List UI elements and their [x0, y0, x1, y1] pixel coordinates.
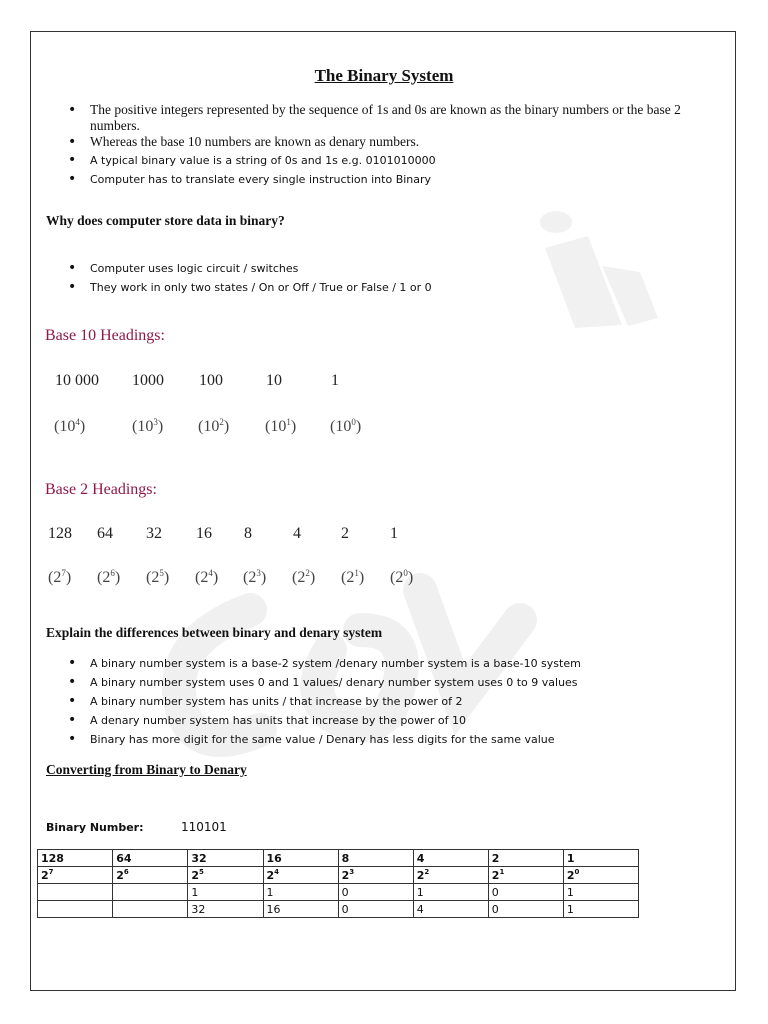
base2-power: $(2^6)$ — [97, 568, 121, 586]
list-item: • A binary number system has units / that increase by the power of 2 — [62, 692, 722, 711]
base2-power: $(2^2)$ — [292, 568, 316, 586]
table-row — [38, 850, 639, 867]
why-bullet-list — [62, 259, 722, 297]
binary-number-label: Binary Number: — [46, 821, 144, 834]
base2-value: 32 — [146, 525, 162, 542]
table-cell: 0 — [488, 901, 563, 918]
table-cell: 0 — [338, 901, 413, 918]
table-cell: $2^6$ — [113, 867, 188, 884]
differences-bullet-list — [62, 654, 722, 749]
base2-power: $(2^0)$ — [390, 568, 414, 586]
table-cell: 32 — [188, 901, 263, 918]
table-cell: 16 — [263, 850, 338, 867]
table-row — [38, 901, 639, 918]
base10-power: $(10^4)$ — [54, 417, 86, 435]
table-cell: 64 — [113, 850, 188, 867]
base10-power: $(10^2)$ — [198, 417, 230, 435]
base10-value: 1 — [331, 372, 339, 389]
table-cell: 16 — [263, 901, 338, 918]
base2-power: $(2^3)$ — [243, 568, 267, 586]
base10-power: $(10^3)$ — [132, 417, 164, 435]
table-cell: 1 — [413, 884, 488, 901]
table-row — [38, 867, 639, 884]
differences-heading: Explain the differences between binary and denary system — [46, 625, 383, 640]
converting-heading: Converting from Binary to Denary — [46, 762, 247, 777]
list-item: • Computer has to translate every single instruction into Binary — [62, 170, 722, 189]
binary-number-value: 110101 — [181, 820, 227, 834]
table-cell: 1 — [563, 901, 638, 918]
table-cell: 1 — [563, 850, 638, 867]
base2-power: $(2^5)$ — [146, 568, 170, 586]
base10-heading: Base 10 Headings: — [45, 327, 165, 344]
table-cell — [38, 884, 113, 901]
intro-bullet-list — [62, 102, 722, 189]
table-cell: 4 — [413, 850, 488, 867]
table-cell: 1 — [263, 884, 338, 901]
base2-heading: Base 2 Headings: — [45, 481, 157, 498]
conversion-table — [37, 849, 639, 918]
why-heading: Why does computer store data in binary? — [46, 213, 285, 228]
table-row — [38, 884, 639, 901]
list-item: • Computer uses logic circuit / switches — [62, 259, 722, 278]
list-item: • Binary has more digit for the same value / Denary has less digits for the same value — [62, 730, 722, 749]
table-cell: 128 — [38, 850, 113, 867]
base10-power: $(10^0)$ — [330, 417, 362, 435]
table-cell — [38, 901, 113, 918]
table-cell: $2^0$ — [563, 867, 638, 884]
list-item: • The positive integers represented by the sequence of 1s and 0s are known as the binary numbers or the base 2 numbers. — [62, 102, 722, 134]
table-cell: 2 — [488, 850, 563, 867]
table-cell — [113, 884, 188, 901]
base2-value: 128 — [48, 525, 72, 542]
table-cell: 4 — [413, 901, 488, 918]
list-item: • They work in only two states / On or Off / True or False / 1 or 0 — [62, 278, 722, 297]
base10-value: 100 — [199, 372, 223, 389]
base10-value: 10 — [266, 372, 282, 389]
table-cell: $2^7$ — [38, 867, 113, 884]
table-cell — [113, 901, 188, 918]
table-cell: 32 — [188, 850, 263, 867]
list-item: • A denary number system has units that increase by the power of 10 — [62, 711, 722, 730]
base2-value: 2 — [341, 525, 349, 542]
base2-value: 1 — [390, 525, 398, 542]
table-cell: $2^2$ — [413, 867, 488, 884]
base2-value: 4 — [293, 525, 301, 542]
base2-power: $(2^1)$ — [341, 568, 365, 586]
table-cell: 0 — [338, 884, 413, 901]
base10-power: $(10^1)$ — [265, 417, 297, 435]
table-cell: 0 — [488, 884, 563, 901]
list-item: • A binary number system is a base-2 system /denary number system is a base-10 system — [62, 654, 722, 673]
table-cell: $2^4$ — [263, 867, 338, 884]
base2-value: 64 — [97, 525, 113, 542]
page-title: The Binary System — [314, 66, 454, 85]
base10-value: 1000 — [132, 372, 164, 389]
list-item: • Whereas the base 10 numbers are known as denary numbers. — [62, 134, 722, 150]
table-cell: 1 — [188, 884, 263, 901]
base10-value: 10 000 — [55, 372, 99, 389]
base2-power: $(2^4)$ — [195, 568, 219, 586]
table-cell: $2^1$ — [488, 867, 563, 884]
base2-value: 16 — [196, 525, 212, 542]
table-cell: $2^5$ — [188, 867, 263, 884]
table-cell: 1 — [563, 884, 638, 901]
list-item: • A binary number system uses 0 and 1 values/ denary number system uses 0 to 9 values — [62, 673, 722, 692]
base2-value: 8 — [244, 525, 252, 542]
list-item: • A typical binary value is a string of 0s and 1s e.g. 0101010000 — [62, 151, 722, 170]
table-cell: $2^3$ — [338, 867, 413, 884]
base2-power: $(2^7)$ — [48, 568, 72, 586]
table-cell: 8 — [338, 850, 413, 867]
